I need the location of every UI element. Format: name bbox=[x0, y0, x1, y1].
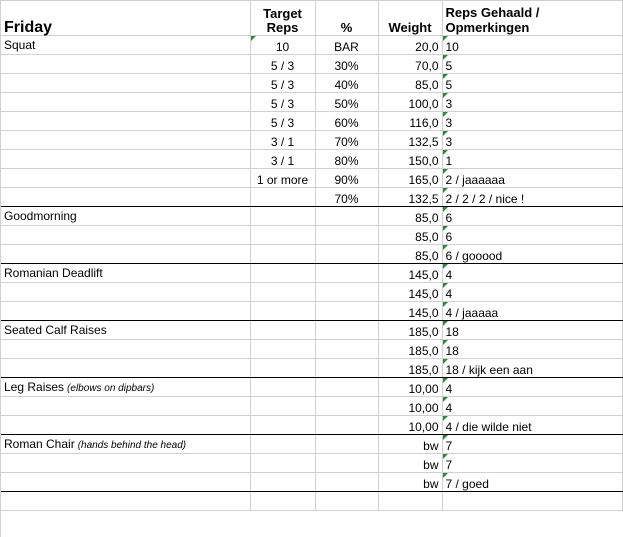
reps-achieved-value: 6 bbox=[445, 229, 453, 244]
percent-cell[interactable]: 30% bbox=[315, 54, 378, 73]
percent-cell[interactable] bbox=[315, 263, 378, 282]
reps-achieved-cell[interactable] bbox=[442, 282, 622, 301]
reps-achieved-cell[interactable] bbox=[442, 339, 622, 358]
table-row bbox=[1, 225, 622, 244]
exercise-cell[interactable] bbox=[1, 73, 250, 92]
reps-achieved-value: 10 bbox=[445, 39, 459, 54]
reps-achieved-value: 4 bbox=[445, 267, 453, 282]
comment-marker-icon bbox=[443, 264, 448, 269]
percent-cell[interactable] bbox=[315, 415, 378, 434]
target-reps-header[interactable] bbox=[250, 1, 315, 35]
weight-cell[interactable]: 85,0 bbox=[378, 244, 442, 263]
exercise-cell[interactable] bbox=[1, 54, 250, 73]
weight-cell[interactable]: 132,5 bbox=[378, 130, 442, 149]
comment-marker-icon bbox=[443, 473, 448, 478]
target-reps-cell[interactable] bbox=[250, 472, 315, 491]
table-row bbox=[1, 54, 622, 73]
target-reps-header-line1: Target bbox=[263, 5, 302, 21]
target-reps-cell[interactable]: 5 / 3 bbox=[250, 73, 315, 92]
table-row bbox=[1, 168, 622, 187]
percent-cell[interactable]: 70% bbox=[315, 130, 378, 149]
reps-achieved-value: 7 bbox=[445, 457, 453, 472]
comment-marker-icon bbox=[443, 74, 448, 79]
percent-cell[interactable]: 80% bbox=[315, 149, 378, 168]
target-reps-cell[interactable] bbox=[250, 206, 315, 225]
comment-marker-icon bbox=[443, 397, 448, 402]
reps-achieved-value: 5 bbox=[445, 58, 453, 73]
percent-cell[interactable] bbox=[315, 301, 378, 320]
exercise-cell[interactable] bbox=[1, 491, 250, 510]
weight-cell[interactable]: 85,0 bbox=[378, 206, 442, 225]
percent-cell[interactable] bbox=[315, 320, 378, 339]
reps-achieved-value: 6 / gooood bbox=[445, 248, 503, 263]
exercise-cell[interactable] bbox=[1, 358, 250, 377]
table-row bbox=[1, 206, 622, 225]
table-row bbox=[1, 301, 622, 320]
exercise-cell[interactable] bbox=[1, 130, 250, 149]
exercise-cell[interactable] bbox=[1, 377, 250, 396]
target-reps-cell[interactable]: 3 / 1 bbox=[250, 130, 315, 149]
target-reps-cell[interactable] bbox=[250, 377, 315, 396]
target-reps-cell[interactable] bbox=[250, 415, 315, 434]
percent-cell[interactable] bbox=[315, 377, 378, 396]
exercise-name: Leg Raises bbox=[4, 379, 65, 394]
target-reps-cell[interactable]: 5 / 3 bbox=[250, 92, 315, 111]
table-row bbox=[1, 187, 622, 206]
percent-cell[interactable] bbox=[315, 339, 378, 358]
percent-cell[interactable] bbox=[315, 472, 378, 491]
reps-achieved-value: 4 / jaaaaa bbox=[445, 305, 499, 320]
comment-marker-icon bbox=[443, 226, 448, 231]
table-row bbox=[1, 149, 622, 168]
reps-achieved-cell[interactable] bbox=[442, 149, 622, 168]
reps-achieved-cell[interactable] bbox=[442, 396, 622, 415]
percent-cell[interactable] bbox=[315, 358, 378, 377]
reps-achieved-value: 6 bbox=[445, 210, 453, 225]
exercise-cell[interactable] bbox=[1, 415, 250, 434]
reps-achieved-cell[interactable] bbox=[442, 168, 622, 187]
target-reps-cell[interactable] bbox=[250, 396, 315, 415]
comment-marker-icon bbox=[443, 321, 448, 326]
target-reps-cell[interactable]: 5 / 3 bbox=[250, 111, 315, 130]
reps-achieved-value: 7 / goed bbox=[445, 476, 489, 491]
weight-cell[interactable]: 10,00 bbox=[378, 415, 442, 434]
table-row bbox=[1, 434, 622, 453]
exercise-cell[interactable] bbox=[1, 225, 250, 244]
target-reps-cell[interactable]: 1 or more bbox=[250, 168, 315, 187]
percent-cell[interactable] bbox=[315, 206, 378, 225]
comment-marker-icon bbox=[443, 188, 448, 193]
reps-achieved-cell[interactable] bbox=[442, 73, 622, 92]
comment-marker-icon bbox=[443, 302, 448, 307]
reps-achieved-cell[interactable] bbox=[442, 434, 622, 453]
reps-achieved-cell[interactable] bbox=[442, 320, 622, 339]
reps-achieved-value: 18 bbox=[445, 343, 459, 358]
exercise-cell[interactable] bbox=[1, 396, 250, 415]
reps-achieved-value: 3 bbox=[445, 134, 453, 149]
percent-cell[interactable] bbox=[315, 434, 378, 453]
reps-achieved-cell[interactable] bbox=[442, 301, 622, 320]
exercise-name: Squat bbox=[4, 37, 36, 52]
target-reps-cell[interactable] bbox=[250, 320, 315, 339]
reps-achieved-cell[interactable] bbox=[442, 187, 622, 206]
weight-cell[interactable]: bw bbox=[378, 453, 442, 472]
comment-marker-icon bbox=[443, 55, 448, 60]
target-reps-cell[interactable] bbox=[250, 339, 315, 358]
percent-cell[interactable] bbox=[315, 396, 378, 415]
weight-cell[interactable]: 116,0 bbox=[378, 111, 442, 130]
target-reps-cell[interactable] bbox=[250, 187, 315, 206]
comment-marker-icon bbox=[443, 131, 448, 136]
weight-cell[interactable]: bw bbox=[378, 472, 442, 491]
table-row bbox=[1, 472, 622, 491]
table-row bbox=[1, 415, 622, 434]
comment-marker-icon bbox=[443, 359, 448, 364]
percent-cell[interactable]: 60% bbox=[315, 111, 378, 130]
reps-achieved-value: 4 / die wilde niet bbox=[445, 419, 532, 434]
percent-cell[interactable]: 70% bbox=[315, 187, 378, 206]
table-row bbox=[1, 377, 622, 396]
exercise-name: Romanian Deadlift bbox=[4, 265, 103, 280]
target-reps-cell[interactable] bbox=[250, 301, 315, 320]
target-reps-cell[interactable]: 3 / 1 bbox=[250, 149, 315, 168]
percent-cell[interactable] bbox=[315, 225, 378, 244]
table-row bbox=[1, 73, 622, 92]
weight-cell[interactable]: 10,00 bbox=[378, 377, 442, 396]
comment-marker-icon bbox=[443, 36, 448, 41]
comment-marker-icon bbox=[443, 340, 448, 345]
reps-achieved-cell[interactable] bbox=[442, 491, 622, 510]
weight-cell[interactable]: 70,0 bbox=[378, 54, 442, 73]
exercise-cell[interactable] bbox=[1, 187, 250, 206]
reps-achieved-cell[interactable] bbox=[442, 358, 622, 377]
comment-marker-icon bbox=[443, 435, 448, 440]
percent-cell[interactable] bbox=[315, 282, 378, 301]
comment-marker-icon bbox=[443, 207, 448, 212]
day-title[interactable]: Friday bbox=[1, 1, 250, 35]
weight-cell[interactable]: 150,0 bbox=[378, 149, 442, 168]
comment-marker-icon bbox=[443, 416, 448, 421]
reps-achieved-value: 4 bbox=[445, 400, 453, 415]
header-row bbox=[1, 1, 622, 35]
weight-cell[interactable]: 100,0 bbox=[378, 92, 442, 111]
weight-cell[interactable] bbox=[378, 491, 442, 510]
exercise-cell[interactable] bbox=[1, 263, 250, 282]
exercise-cell[interactable] bbox=[1, 111, 250, 130]
percent-cell[interactable] bbox=[315, 491, 378, 510]
reps-achieved-header-line2: Opmerkingen bbox=[445, 19, 530, 35]
comment-marker-icon bbox=[443, 454, 448, 459]
target-reps-cell[interactable] bbox=[250, 263, 315, 282]
weight-cell[interactable]: 132,5 bbox=[378, 187, 442, 206]
weight-cell[interactable]: 185,0 bbox=[378, 339, 442, 358]
reps-achieved-value: 18 / kijk een aan bbox=[445, 362, 533, 377]
target-reps-cell[interactable] bbox=[250, 358, 315, 377]
percent-header[interactable]: % bbox=[315, 1, 378, 35]
target-reps-cell[interactable] bbox=[250, 282, 315, 301]
reps-achieved-cell[interactable] bbox=[442, 35, 622, 54]
exercise-cell[interactable] bbox=[1, 320, 250, 339]
exercise-cell[interactable] bbox=[1, 92, 250, 111]
reps-achieved-cell[interactable] bbox=[442, 206, 622, 225]
reps-achieved-cell[interactable] bbox=[442, 225, 622, 244]
target-reps-cell[interactable] bbox=[250, 434, 315, 453]
reps-achieved-cell[interactable] bbox=[442, 472, 622, 491]
reps-achieved-value: 3 bbox=[445, 115, 453, 130]
weight-cell[interactable]: 185,0 bbox=[378, 358, 442, 377]
exercise-cell[interactable] bbox=[1, 35, 250, 54]
percent-cell[interactable]: BAR bbox=[315, 35, 378, 54]
table-row bbox=[1, 453, 622, 472]
table-row bbox=[1, 491, 622, 510]
percent-cell[interactable]: 50% bbox=[315, 92, 378, 111]
target-reps-cell[interactable] bbox=[250, 453, 315, 472]
weight-cell[interactable]: 85,0 bbox=[378, 73, 442, 92]
comment-marker-icon bbox=[443, 93, 448, 98]
exercise-cell[interactable] bbox=[1, 472, 250, 491]
percent-cell[interactable]: 40% bbox=[315, 73, 378, 92]
exercise-note: (elbows on dipbars) bbox=[67, 382, 155, 394]
percent-cell[interactable] bbox=[315, 453, 378, 472]
table-row bbox=[1, 339, 622, 358]
target-reps-cell[interactable] bbox=[250, 225, 315, 244]
comment-marker-icon bbox=[443, 150, 448, 155]
comment-marker-icon bbox=[443, 378, 448, 383]
table-row bbox=[1, 396, 622, 415]
exercise-cell[interactable] bbox=[1, 434, 250, 453]
table-row bbox=[1, 111, 622, 130]
exercise-name: Roman Chair bbox=[4, 436, 75, 451]
weight-header[interactable]: Weight bbox=[378, 1, 442, 35]
target-reps-cell[interactable] bbox=[250, 244, 315, 263]
table-row bbox=[1, 358, 622, 377]
exercise-cell[interactable] bbox=[1, 339, 250, 358]
exercise-note: (hands behind the head) bbox=[77, 439, 187, 451]
reps-achieved-header-line1: Reps Gehaald / bbox=[445, 4, 540, 20]
reps-achieved-cell[interactable] bbox=[442, 54, 622, 73]
weight-cell[interactable]: 165,0 bbox=[378, 168, 442, 187]
workout-table bbox=[1, 1, 623, 511]
weight-cell[interactable]: 10,00 bbox=[378, 396, 442, 415]
weight-cell[interactable]: bw bbox=[378, 434, 442, 453]
reps-achieved-cell[interactable] bbox=[442, 263, 622, 282]
reps-achieved-value: 5 bbox=[445, 77, 453, 92]
exercise-name: Seated Calf Raises bbox=[4, 322, 107, 337]
exercise-cell[interactable] bbox=[1, 206, 250, 225]
table-row bbox=[1, 244, 622, 263]
reps-achieved-value: 3 bbox=[445, 96, 453, 111]
reps-achieved-value: 4 bbox=[445, 381, 453, 396]
weight-cell[interactable]: 185,0 bbox=[378, 320, 442, 339]
comment-marker-icon bbox=[251, 36, 256, 41]
exercise-cell[interactable] bbox=[1, 282, 250, 301]
reps-achieved-cell[interactable] bbox=[442, 415, 622, 434]
weight-cell[interactable]: 20,0 bbox=[378, 35, 442, 54]
reps-achieved-value: 7 bbox=[445, 438, 453, 453]
table-row bbox=[1, 130, 622, 149]
comment-marker-icon bbox=[443, 245, 448, 250]
reps-achieved-value: 1 bbox=[445, 153, 453, 168]
reps-achieved-value: 2 / 2 / 2 / nice ! bbox=[445, 191, 525, 206]
exercise-cell[interactable] bbox=[1, 453, 250, 472]
reps-achieved-cell[interactable] bbox=[442, 377, 622, 396]
reps-achieved-cell[interactable] bbox=[442, 453, 622, 472]
exercise-cell[interactable] bbox=[1, 244, 250, 263]
target-reps-cell[interactable]: 5 / 3 bbox=[250, 54, 315, 73]
table-row bbox=[1, 263, 622, 282]
percent-cell[interactable] bbox=[315, 244, 378, 263]
weight-cell[interactable]: 85,0 bbox=[378, 225, 442, 244]
exercise-cell[interactable] bbox=[1, 301, 250, 320]
weight-cell[interactable]: 145,0 bbox=[378, 301, 442, 320]
exercise-cell[interactable] bbox=[1, 168, 250, 187]
reps-achieved-cell[interactable] bbox=[442, 130, 622, 149]
comment-marker-icon bbox=[443, 112, 448, 117]
percent-cell[interactable]: 90% bbox=[315, 168, 378, 187]
exercise-name: Goodmorning bbox=[4, 208, 77, 223]
reps-achieved-value: 4 bbox=[445, 286, 453, 301]
reps-achieved-value: 18 bbox=[445, 324, 459, 339]
reps-achieved-cell[interactable] bbox=[442, 92, 622, 111]
reps-achieved-cell[interactable] bbox=[442, 244, 622, 263]
reps-achieved-cell[interactable] bbox=[442, 111, 622, 130]
table-row bbox=[1, 35, 622, 54]
target-reps-cell[interactable]: 10 bbox=[250, 35, 315, 54]
comment-marker-icon bbox=[443, 169, 448, 174]
target-reps-header-line2: Reps bbox=[266, 19, 299, 35]
weight-cell[interactable]: 145,0 bbox=[378, 263, 442, 282]
comment-marker-icon bbox=[443, 283, 448, 288]
table-row bbox=[1, 282, 622, 301]
table-row bbox=[1, 92, 622, 111]
target-reps-cell[interactable] bbox=[250, 491, 315, 510]
exercise-cell[interactable] bbox=[1, 149, 250, 168]
reps-achieved-header[interactable] bbox=[442, 1, 622, 35]
table-row bbox=[1, 320, 622, 339]
weight-cell[interactable]: 145,0 bbox=[378, 282, 442, 301]
reps-achieved-value: 2 / jaaaaaa bbox=[445, 172, 505, 187]
